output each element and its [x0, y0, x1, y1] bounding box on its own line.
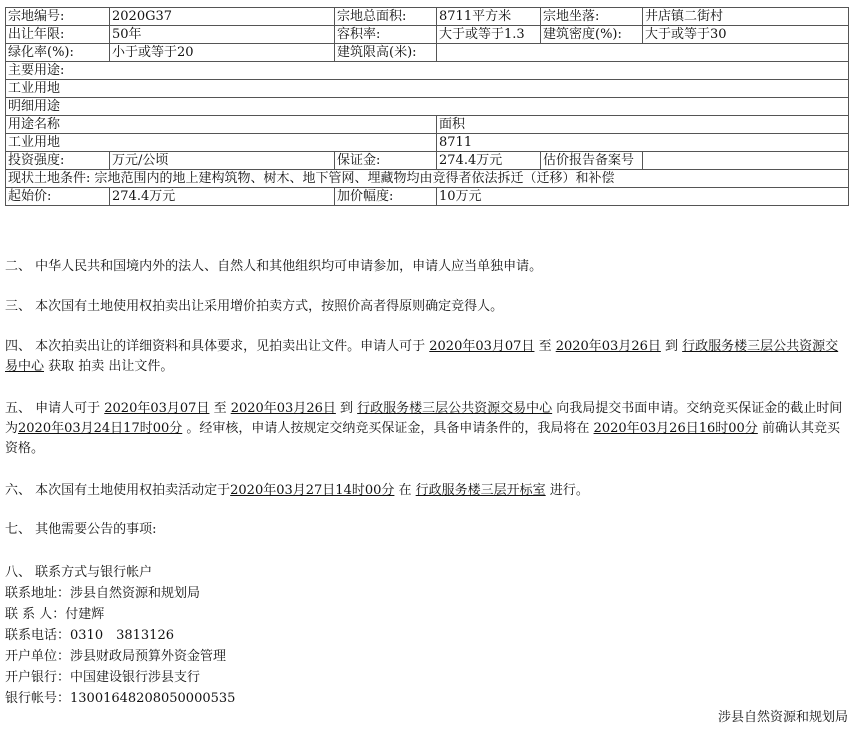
p5-text: 至 — [209, 401, 231, 416]
date-link[interactable]: 2020年03月26日 — [230, 401, 336, 416]
date-link[interactable]: 2020年03月07日 — [429, 339, 535, 354]
table-row — [6, 80, 849, 98]
place-link[interactable]: 行政服务楼三层开标室 — [415, 483, 546, 498]
investment-label: 投资强度: — [6, 152, 110, 170]
appraisal-value — [643, 152, 849, 170]
p6-text: 六、 本次国有土地使用权拍卖活动定于 — [5, 483, 231, 498]
total-area-value: 8711平方米 — [437, 8, 541, 26]
issuer-signature: 涉县自然资源和规划局 — [717, 710, 848, 725]
density-value: 大于或等于30 — [643, 26, 849, 44]
area-value: 8711 — [437, 134, 849, 152]
parcel-info-table — [5, 7, 849, 206]
location-value: 井店镇二街村 — [643, 8, 849, 26]
auction-date-link[interactable]: 2020年03月27日14时00分 — [230, 483, 395, 498]
account-bank: 开户银行：中国建设银行涉县支行 — [5, 670, 201, 685]
p5-text: 前确认其竞买资格。 — [5, 421, 840, 456]
p6-text: 进行。 — [545, 483, 589, 498]
account-unit: 开户单位：涉县财政局预算外资金管理 — [5, 649, 227, 664]
increment-label: 加价幅度: — [335, 188, 437, 206]
contact-block — [5, 562, 235, 709]
p4-text: 到 — [660, 339, 683, 354]
table-row — [6, 170, 849, 188]
p4-text: 四、 本次拍卖出让的详细资料和具体要求，见拍卖出让文件。申请人可于 — [5, 339, 430, 354]
table-row — [6, 98, 849, 116]
p5-text: 到 — [335, 401, 358, 416]
contact-person: 联 系 人：付建辉 — [5, 607, 105, 622]
date-link[interactable]: 2020年03月26日 — [555, 339, 661, 354]
total-area-label: 宗地总面积: — [335, 8, 437, 26]
table-row — [6, 188, 849, 206]
paragraph-3: 三、 本次国有土地使用权拍卖出让采用增价拍卖方式，按照价高者得原则确定竞得人。 — [5, 299, 504, 314]
height-limit-value — [437, 44, 849, 62]
use-name-header: 用途名称 — [6, 116, 437, 134]
paragraph-2: 二、 中华人民共和国境内外的法人、自然人和其他组织均可申请参加，申请人应当单独申请。 — [5, 259, 543, 274]
area-header: 面积 — [437, 116, 849, 134]
main-use-value: 工业用地 — [6, 80, 849, 98]
term-label: 出让年限: — [6, 26, 110, 44]
green-ratio-label: 绿化率(%): — [6, 44, 110, 62]
paragraph-5 — [5, 399, 845, 459]
appraisal-label: 估价报告备案号 — [541, 152, 643, 170]
deposit-label: 保证金: — [335, 152, 437, 170]
investment-value: 万元/公顷 — [110, 152, 335, 170]
date-link[interactable]: 2020年03月07日 — [104, 401, 210, 416]
green-ratio-value: 小于或等于20 — [110, 44, 335, 62]
term-value: 50年 — [110, 26, 335, 44]
account-number: 银行帐号：13001648208050000535 — [5, 691, 236, 706]
confirm-date-link[interactable]: 2020年03月26日16时00分 — [593, 421, 758, 436]
increment-value: 10万元 — [437, 188, 849, 206]
deadline-link[interactable]: 2020年03月24日17时00分 — [18, 421, 183, 436]
table-row — [6, 152, 849, 170]
p5-text: 向我局提交书面申请。交纳竞买保证金的截止时间为 — [5, 401, 843, 436]
paragraph-7: 七、 其他需要公告的事项: — [5, 522, 157, 537]
p5-text: 五、 申请人可于 — [5, 401, 105, 416]
use-name-value: 工业用地 — [6, 134, 437, 152]
table-row — [6, 8, 849, 26]
detail-use-label: 明细用途 — [6, 98, 849, 116]
p5-text: 。经审核，申请人按规定交纳竞买保证金，具备申请条件的，我局将在 — [182, 421, 594, 436]
main-use-label: 主要用途: — [6, 62, 849, 80]
p4-text: 获取 拍卖 出让文件。 — [44, 359, 174, 374]
paragraph-4 — [5, 337, 845, 377]
density-label: 建筑密度(%): — [541, 26, 643, 44]
contact-heading: 八、 联系方式与银行帐户 — [5, 565, 153, 580]
contact-phone: 联系电话：0310 3813126 — [5, 628, 174, 643]
location-label: 宗地坐落: — [541, 8, 643, 26]
place-link[interactable]: 行政服务楼三层公共资源交易中心 — [357, 401, 553, 416]
paragraph-6 — [5, 481, 845, 501]
land-condition: 现状土地条件: 宗地范围内的地上建构筑物、树木、地下管网、埋藏物均由竞得者依法拆迁（迁移）和补偿 — [6, 170, 849, 188]
p4-text: 至 — [534, 339, 556, 354]
parcel-id-value: 2020G37 — [110, 8, 335, 26]
far-value: 大于或等于1.3 — [437, 26, 541, 44]
deposit-value: 274.4万元 — [437, 152, 541, 170]
p6-text: 在 — [394, 483, 416, 498]
start-price-label: 起始价: — [6, 188, 110, 206]
height-limit-label: 建筑限高(米): — [335, 44, 437, 62]
parcel-id-label: 宗地编号: — [6, 8, 110, 26]
table-row — [6, 44, 849, 62]
table-row — [6, 116, 849, 134]
contact-address: 联系地址：涉县自然资源和规划局 — [5, 586, 201, 601]
table-row — [6, 26, 849, 44]
place-link[interactable]: 行政服务楼三层公共资源交易中心 — [5, 339, 839, 374]
table-row — [6, 62, 849, 80]
table-row — [6, 134, 849, 152]
far-label: 容积率: — [335, 26, 437, 44]
start-price-value: 274.4万元 — [110, 188, 335, 206]
